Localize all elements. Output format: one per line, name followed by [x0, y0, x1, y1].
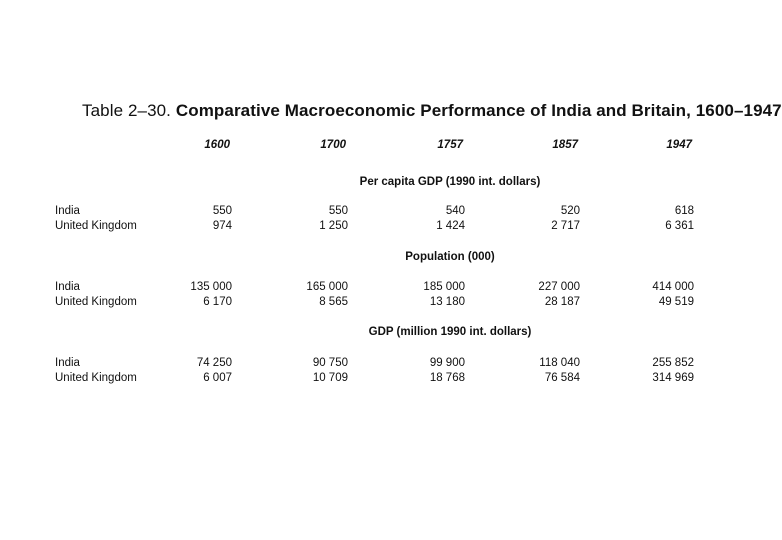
table-cell: 974	[212, 220, 232, 232]
table-cell: 414 000	[652, 281, 694, 293]
table-cell: 49 519	[658, 296, 694, 308]
table-cell: 6 007	[203, 372, 232, 384]
section-heading-per-capita-gdp: Per capita GDP (1990 int. dollars)	[359, 176, 541, 188]
table-cell: 76 584	[544, 372, 580, 384]
table-cell: 28 187	[544, 296, 580, 308]
table-cell: 74 250	[196, 357, 232, 369]
year-header-1700: 1700	[320, 139, 346, 151]
year-header-1947: 1947	[666, 139, 692, 151]
table-cell: 118 040	[539, 357, 580, 369]
table-cell: 6 361	[665, 220, 694, 232]
row-label-united-kingdom: United Kingdom	[55, 372, 137, 384]
section-heading-population: Population (000)	[405, 251, 495, 263]
table-cell: 618	[674, 205, 694, 217]
row-label-united-kingdom: United Kingdom	[55, 220, 137, 232]
year-header-1600: 1600	[204, 139, 230, 151]
table-cell: 8 565	[319, 296, 348, 308]
table-cell: 10 709	[312, 372, 348, 384]
table-cell: 314 969	[652, 372, 694, 384]
table-cell: 540	[445, 205, 465, 217]
row-label-india: India	[55, 357, 80, 369]
row-label-united-kingdom: United Kingdom	[55, 296, 137, 308]
table-cell: 2 717	[551, 220, 580, 232]
year-header-1757: 1757	[437, 139, 463, 151]
table-cell: 90 750	[312, 357, 348, 369]
table-cell: 255 852	[652, 357, 694, 369]
table-cell: 550	[328, 205, 348, 217]
table-cell: 520	[560, 205, 580, 217]
table-title	[82, 101, 782, 121]
table-cell: 135 000	[190, 281, 232, 293]
table-cell: 18 768	[429, 372, 465, 384]
year-header-1857: 1857	[552, 139, 578, 151]
table-cell: 6 170	[203, 296, 232, 308]
section-heading-gdp: GDP (million 1990 int. dollars)	[368, 326, 532, 338]
table-cell: 227 000	[538, 281, 580, 293]
row-label-india: India	[55, 205, 80, 217]
table-cell: 165 000	[306, 281, 348, 293]
table-number: Table 2–30.	[82, 101, 172, 120]
table-cell: 13 180	[429, 296, 465, 308]
table-cell: 99 900	[429, 357, 465, 369]
table-cell: 1 424	[436, 220, 465, 232]
table-cell: 185 000	[423, 281, 465, 293]
row-label-india: India	[55, 281, 80, 293]
table-caption: Comparative Macroeconomic Performance of India and Britain, 1600–1947	[175, 101, 782, 120]
table-cell: 550	[212, 205, 232, 217]
table-cell: 1 250	[319, 220, 348, 232]
